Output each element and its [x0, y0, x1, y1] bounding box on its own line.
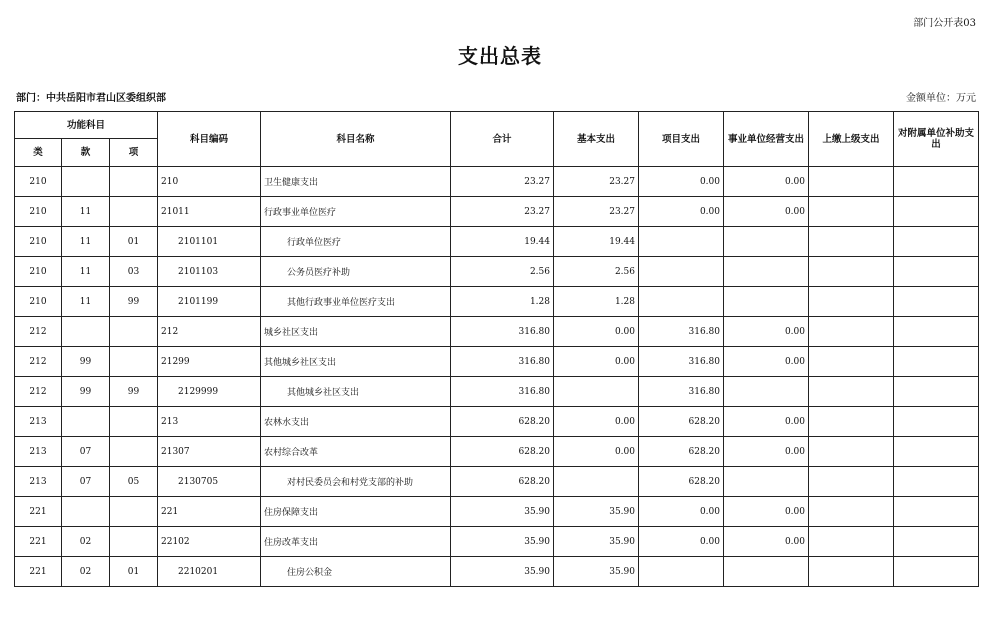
cell-upper: [809, 467, 894, 497]
cell-business: 0.00: [724, 527, 809, 557]
header-project: 项目支出: [639, 112, 724, 167]
table-row: [15, 377, 979, 407]
cell-name: 住房改革支出: [261, 527, 451, 557]
cell-kuan: [62, 407, 110, 437]
cell-upper: [809, 347, 894, 377]
cell-name: 其他城乡社区支出: [261, 377, 451, 407]
cell-kuan: 11: [62, 227, 110, 257]
cell-kuan: 99: [62, 347, 110, 377]
cell-code: 2101101: [158, 227, 261, 257]
cell-business: 0.00: [724, 347, 809, 377]
cell-project: [639, 257, 724, 287]
cell-kuan: 07: [62, 467, 110, 497]
cell-upper: [809, 437, 894, 467]
table-row: [15, 347, 979, 377]
cell-upper: [809, 527, 894, 557]
cell-kuan: [62, 167, 110, 197]
cell-kuan: 11: [62, 287, 110, 317]
cell-xiang: 99: [110, 287, 158, 317]
cell-upper: [809, 317, 894, 347]
cell-xiang: [110, 437, 158, 467]
cell-subsidy: [894, 347, 979, 377]
cell-subsidy: [894, 167, 979, 197]
cell-basic: 0.00: [554, 317, 639, 347]
cell-lei: 213: [15, 467, 62, 497]
cell-kuan: 02: [62, 527, 110, 557]
cell-upper: [809, 407, 894, 437]
cell-lei: 212: [15, 347, 62, 377]
header-func-subject: 功能科目: [15, 112, 158, 139]
cell-code: 210: [158, 167, 261, 197]
cell-upper: [809, 287, 894, 317]
cell-xiang: 01: [110, 227, 158, 257]
cell-code: 2129999: [158, 377, 261, 407]
cell-project: 0.00: [639, 197, 724, 227]
header-name: 科目名称: [261, 112, 451, 167]
cell-name: 其他城乡社区支出: [261, 347, 451, 377]
cell-subsidy: [894, 437, 979, 467]
table-row: [15, 497, 979, 527]
cell-subsidy: [894, 377, 979, 407]
cell-code: 2101103: [158, 257, 261, 287]
cell-kuan: 02: [62, 557, 110, 587]
cell-total: 35.90: [451, 527, 554, 557]
cell-name: 对村民委员会和村党支部的补助: [261, 467, 451, 497]
cell-kuan: 99: [62, 377, 110, 407]
cell-code: 2210201: [158, 557, 261, 587]
table-row: [15, 167, 979, 197]
table-row: [15, 557, 979, 587]
cell-basic: 0.00: [554, 407, 639, 437]
cell-code: 21299: [158, 347, 261, 377]
cell-name: 农林水支出: [261, 407, 451, 437]
cell-subsidy: [894, 557, 979, 587]
cell-name: 行政单位医疗: [261, 227, 451, 257]
cell-name: 住房保障支出: [261, 497, 451, 527]
table-row: [15, 407, 979, 437]
cell-name: 行政事业单位医疗: [261, 197, 451, 227]
cell-code: 21307: [158, 437, 261, 467]
cell-total: 628.20: [451, 437, 554, 467]
cell-xiang: [110, 497, 158, 527]
cell-upper: [809, 257, 894, 287]
cell-basic: 23.27: [554, 167, 639, 197]
cell-project: 316.80: [639, 377, 724, 407]
header-basic: 基本支出: [554, 112, 639, 167]
header-code: 科目编码: [158, 112, 261, 167]
table-row: [15, 317, 979, 347]
cell-basic: 0.00: [554, 437, 639, 467]
cell-code: 21011: [158, 197, 261, 227]
cell-name: 公务员医疗补助: [261, 257, 451, 287]
cell-upper: [809, 497, 894, 527]
cell-lei: 212: [15, 377, 62, 407]
cell-subsidy: [894, 227, 979, 257]
cell-project: 316.80: [639, 347, 724, 377]
cell-business: 0.00: [724, 407, 809, 437]
cell-code: 2101199: [158, 287, 261, 317]
cell-basic: 35.90: [554, 497, 639, 527]
table-body: [15, 167, 979, 587]
cell-total: 35.90: [451, 557, 554, 587]
cell-kuan: [62, 497, 110, 527]
cell-xiang: [110, 527, 158, 557]
cell-xiang: 99: [110, 377, 158, 407]
cell-lei: 221: [15, 497, 62, 527]
expenditure-table: [14, 111, 979, 587]
cell-project: [639, 287, 724, 317]
cell-basic: [554, 377, 639, 407]
cell-total: 628.20: [451, 407, 554, 437]
cell-business: [724, 467, 809, 497]
cell-xiang: [110, 317, 158, 347]
table-row: [15, 527, 979, 557]
cell-basic: 35.90: [554, 527, 639, 557]
cell-xiang: 05: [110, 467, 158, 497]
cell-subsidy: [894, 197, 979, 227]
header-subsidy: 对附属单位补助支出: [894, 112, 979, 167]
header-xiang: 项: [110, 139, 158, 167]
cell-total: 23.27: [451, 167, 554, 197]
cell-lei: 210: [15, 287, 62, 317]
cell-upper: [809, 197, 894, 227]
cell-total: 35.90: [451, 497, 554, 527]
cell-code: 212: [158, 317, 261, 347]
cell-xiang: 03: [110, 257, 158, 287]
cell-lei: 212: [15, 317, 62, 347]
cell-lei: 210: [15, 167, 62, 197]
cell-total: 628.20: [451, 467, 554, 497]
cell-xiang: 01: [110, 557, 158, 587]
header-total: 合计: [451, 112, 554, 167]
cell-business: [724, 557, 809, 587]
cell-business: 0.00: [724, 167, 809, 197]
cell-xiang: [110, 347, 158, 377]
cell-project: 0.00: [639, 497, 724, 527]
cell-total: 316.80: [451, 317, 554, 347]
cell-basic: 0.00: [554, 347, 639, 377]
cell-xiang: [110, 167, 158, 197]
cell-business: 0.00: [724, 437, 809, 467]
cell-upper: [809, 557, 894, 587]
cell-project: [639, 557, 724, 587]
cell-xiang: [110, 407, 158, 437]
cell-basic: 35.90: [554, 557, 639, 587]
cell-total: 23.27: [451, 197, 554, 227]
cell-code: 22102: [158, 527, 261, 557]
cell-upper: [809, 167, 894, 197]
cell-subsidy: [894, 467, 979, 497]
cell-business: 0.00: [724, 497, 809, 527]
cell-project: [639, 227, 724, 257]
cell-kuan: 07: [62, 437, 110, 467]
cell-basic: 1.28: [554, 287, 639, 317]
cell-total: 316.80: [451, 347, 554, 377]
page-title: 支出总表: [458, 44, 542, 68]
form-number: 部门公开表03: [913, 18, 976, 29]
cell-lei: 221: [15, 527, 62, 557]
header-upper: 上缴上级支出: [809, 112, 894, 167]
table-row: [15, 467, 979, 497]
cell-total: 316.80: [451, 377, 554, 407]
cell-basic: [554, 467, 639, 497]
cell-upper: [809, 377, 894, 407]
cell-upper: [809, 227, 894, 257]
cell-total: 2.56: [451, 257, 554, 287]
cell-project: 628.20: [639, 437, 724, 467]
cell-lei: 213: [15, 437, 62, 467]
cell-business: [724, 227, 809, 257]
cell-project: 0.00: [639, 527, 724, 557]
cell-subsidy: [894, 527, 979, 557]
table-row: [15, 227, 979, 257]
cell-basic: 19.44: [554, 227, 639, 257]
cell-name: 卫生健康支出: [261, 167, 451, 197]
header-kuan: 款: [62, 139, 110, 167]
cell-project: 316.80: [639, 317, 724, 347]
table-row: [15, 257, 979, 287]
cell-subsidy: [894, 287, 979, 317]
cell-code: 213: [158, 407, 261, 437]
table-row: [15, 287, 979, 317]
cell-subsidy: [894, 317, 979, 347]
cell-lei: 210: [15, 197, 62, 227]
cell-business: 0.00: [724, 317, 809, 347]
cell-total: 19.44: [451, 227, 554, 257]
table-row: [15, 437, 979, 467]
cell-name: 农村综合改革: [261, 437, 451, 467]
cell-subsidy: [894, 407, 979, 437]
cell-project: 628.20: [639, 407, 724, 437]
cell-project: 628.20: [639, 467, 724, 497]
cell-business: 0.00: [724, 197, 809, 227]
cell-business: [724, 377, 809, 407]
cell-name: 住房公积金: [261, 557, 451, 587]
cell-lei: 210: [15, 257, 62, 287]
cell-subsidy: [894, 497, 979, 527]
cell-name: 其他行政事业单位医疗支出: [261, 287, 451, 317]
cell-lei: 210: [15, 227, 62, 257]
header-lei: 类: [15, 139, 62, 167]
cell-basic: 2.56: [554, 257, 639, 287]
cell-business: [724, 257, 809, 287]
cell-business: [724, 287, 809, 317]
cell-basic: 23.27: [554, 197, 639, 227]
cell-xiang: [110, 197, 158, 227]
department-label: 部门：中共岳阳市君山区委组织部: [16, 93, 166, 104]
cell-lei: 213: [15, 407, 62, 437]
cell-project: 0.00: [639, 167, 724, 197]
cell-kuan: [62, 317, 110, 347]
amount-unit-label: 金额单位：万元: [906, 93, 976, 104]
cell-lei: 221: [15, 557, 62, 587]
cell-subsidy: [894, 257, 979, 287]
cell-name: 城乡社区支出: [261, 317, 451, 347]
cell-total: 1.28: [451, 287, 554, 317]
table-row: [15, 197, 979, 227]
header-business: 事业单位经营支出: [724, 112, 809, 167]
cell-kuan: 11: [62, 197, 110, 227]
cell-kuan: 11: [62, 257, 110, 287]
cell-code: 221: [158, 497, 261, 527]
cell-code: 2130705: [158, 467, 261, 497]
